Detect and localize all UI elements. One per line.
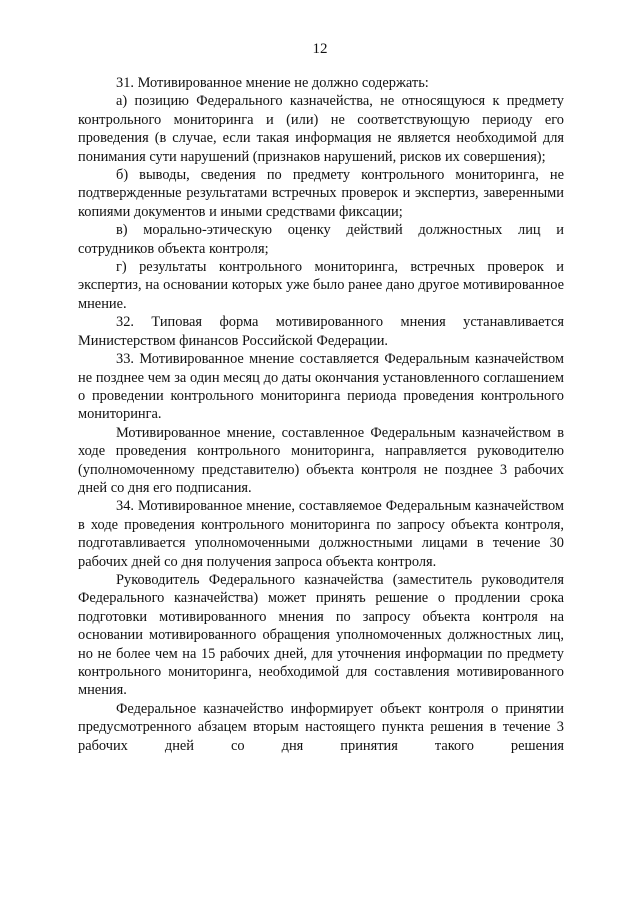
paragraph-34-part-2: Руководитель Федерального казначейства (заместитель руководителя Федерального казначейства) может принять решение о продлении срока подготовки мотивированного мнения по запросу объекта контроля на основании мотивированного обращения уполномоченных должностных лиц, но не более чем на 15 рабочих дней, для уточнения информации по предмету контрольного мониторинга, необходимой для составления мотивированного мнения. [78, 571, 564, 699]
document-body [78, 74, 564, 755]
paragraph-31-item-v: в) морально-этическую оценку действий должностных лиц и сотрудников объекта контроля; [78, 222, 564, 257]
page-number: 12 [312, 41, 328, 57]
paragraph-34-part-3: Федеральное казначейство информирует объект контроля о принятии предусмотренного абзацем вторым настоящего пункта решения в течение 3 рабочих дней со дня принятия такого решения [78, 700, 564, 754]
paragraph-32: 32. Типовая форма мотивированного мнения устанавливается Министерством финансов Российской Федерации. [78, 314, 564, 349]
paragraph-31-item-b: б) выводы, сведения по предмету контрольного мониторинга, не подтвержденные результатами встречных проверок и экспертиз, заверенными копиями документов и иными средствами фиксации; [78, 167, 564, 220]
paragraph-34: 34. Мотивированное мнение, составляемое Федеральным казначейством в ходе проведения контрольного мониторинга по запросу объекта контроля, подготавливается уполномоченными должностными лицами в течение 30 рабочих дней со дня получения запроса объекта контроля. [78, 498, 564, 570]
paragraph-31: 31. Мотивированное мнение не должно содержать: [116, 75, 429, 91]
paragraph-31-item-a: а) позицию Федерального казначейства, не относящуюся к предмету контрольного мониторинга и (или) не соответствующую периоду его проведения (в случае, если такая информация не является необходимой для понимания сути нарушений (признаков нарушений, рисков их совершения); [78, 93, 564, 165]
paragraph-33: 33. Мотивированное мнение составляется Федеральным казначейством не позднее чем за один месяц до даты окончания установленного соглашением о проведении контрольного мониторинга периода проведения контрольного мониторинга. [78, 351, 564, 423]
paragraph-33-part-2: Мотивированное мнение, составленное Федеральным казначейством в ходе проведения контрольного мониторинга, направляется руководителю (уполномоченному представителю) объекта контроля не позднее 3 рабочих дней со дня его подписания. [78, 424, 564, 496]
paragraph-31-item-g: г) результаты контрольного мониторинга, встречных проверок и экспертиз, на основании которых уже было ранее дано другое мотивированное мнение. [78, 259, 564, 312]
